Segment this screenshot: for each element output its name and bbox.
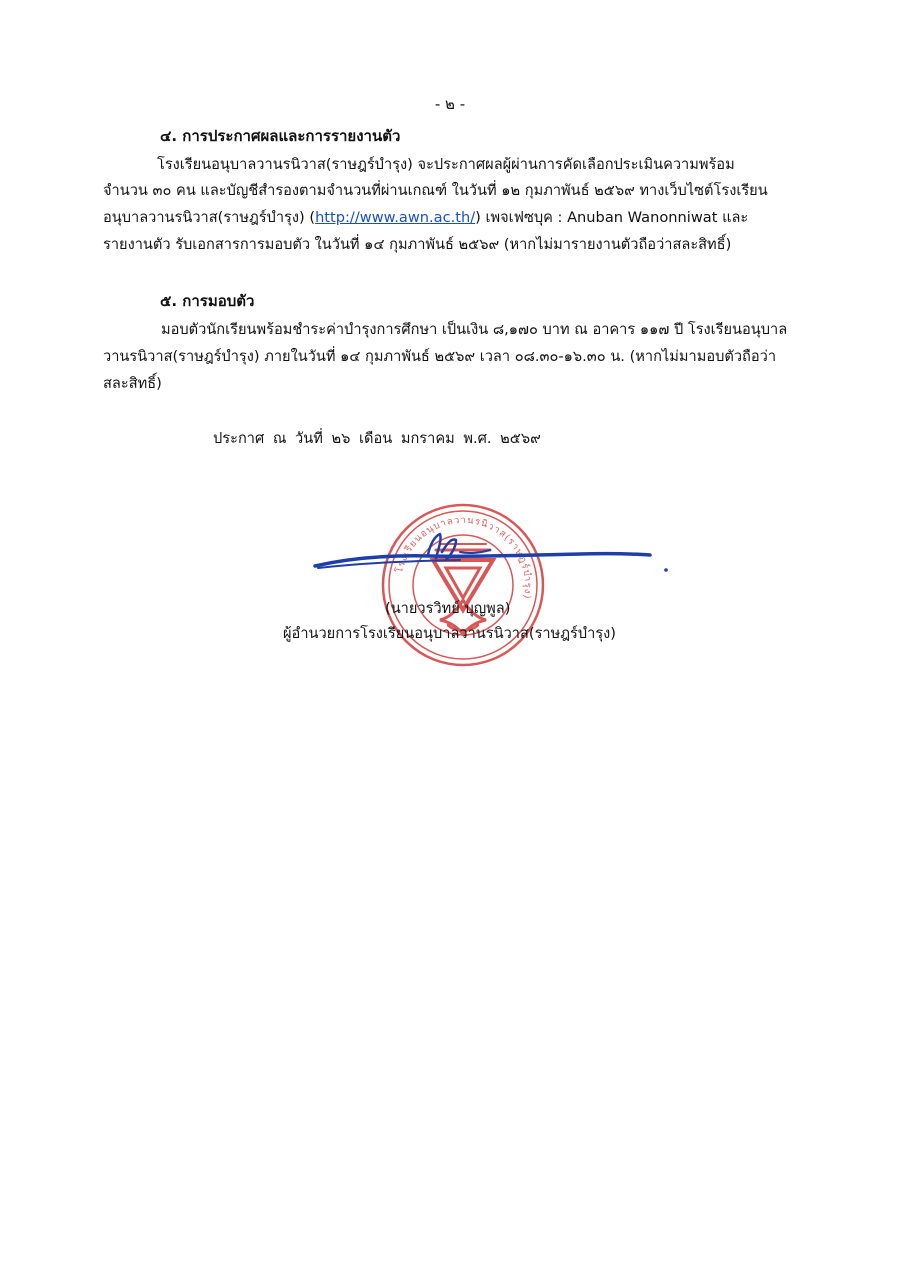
section-4-line-2: จำนวน ๓๐ คน และบัญชีสำรองตามจำนวนที่ผ่านเกณฑ์ ในวันที่ ๑๒ กุมภาพันธ์ ๒๕๖๙ ทางเว็บไซต์โรงเรียน xyxy=(103,182,768,199)
section-4-line-1: โรงเรียนอนุบาลวานรนิวาส(ราษฎร์บำรุง) จะประกาศผลผู้ผ่านการคัดเลือกประเมินความพร้อม xyxy=(157,156,735,173)
section-4-heading: ๔. การประกาศผลและการรายงานตัว xyxy=(160,127,401,145)
section-5-line-2: วานรนิวาส(ราษฎร์บำรุง) ภายในวันที่ ๑๔ กุมภาพันธ์ ๒๕๖๙ เวลา ๐๘.๓๐-๑๖.๓๐ น. (หากไม่มามอบตัวถือว่า xyxy=(103,348,777,365)
section-4-line-4: รายงานตัว รับเอกสารการมอบตัว ในวันที่ ๑๔ กุมภาพันธ์ ๒๕๖๙ (หากไม่มารายงานตัวถือว่าสละสิทธิ์) xyxy=(103,236,732,253)
school-website-link[interactable]: http://www.awn.ac.th/ xyxy=(315,209,476,226)
section-5-line-1: มอบตัวนักเรียนพร้อมชำระค่าบำรุงการศึกษา เป็นเงิน ๘,๑๗๐ บาท ณ อาคาร ๑๑๗ ปี โรงเรียนอนุบาล xyxy=(161,321,788,338)
section-5-heading: ๕. การมอบตัว xyxy=(160,292,255,310)
announcement-date: ประกาศ ณ วันที่ ๒๖ เดือน มกราคม พ.ศ. ๒๕๖๙ xyxy=(213,430,541,447)
section-4-line-3-suffix: ) เพจเฟซบุค : Anuban Wanonniwat และ xyxy=(475,209,749,226)
signature-scribble xyxy=(310,528,670,588)
seal-ring-text: โรงเรียนอนุบาลวานรนิวาส(ราษฎร์บำรุง) xyxy=(394,514,534,601)
signatory-title: ผู้อำนวยการโรงเรียนอนุบาลวานรนิวาส(ราษฎร์บำรุง) xyxy=(283,625,616,642)
section-4-line-3-prefix: อนุบาลวานรนิวาส(ราษฎร์บำรุง) ( xyxy=(103,209,316,226)
page-number: - ๒ - xyxy=(434,95,466,113)
section-5-line-3: สละสิทธิ์) xyxy=(103,375,162,392)
signatory-name: (นายวรวิทย์ บุญพูล) xyxy=(385,600,511,617)
section-4-line-3 xyxy=(103,206,748,229)
